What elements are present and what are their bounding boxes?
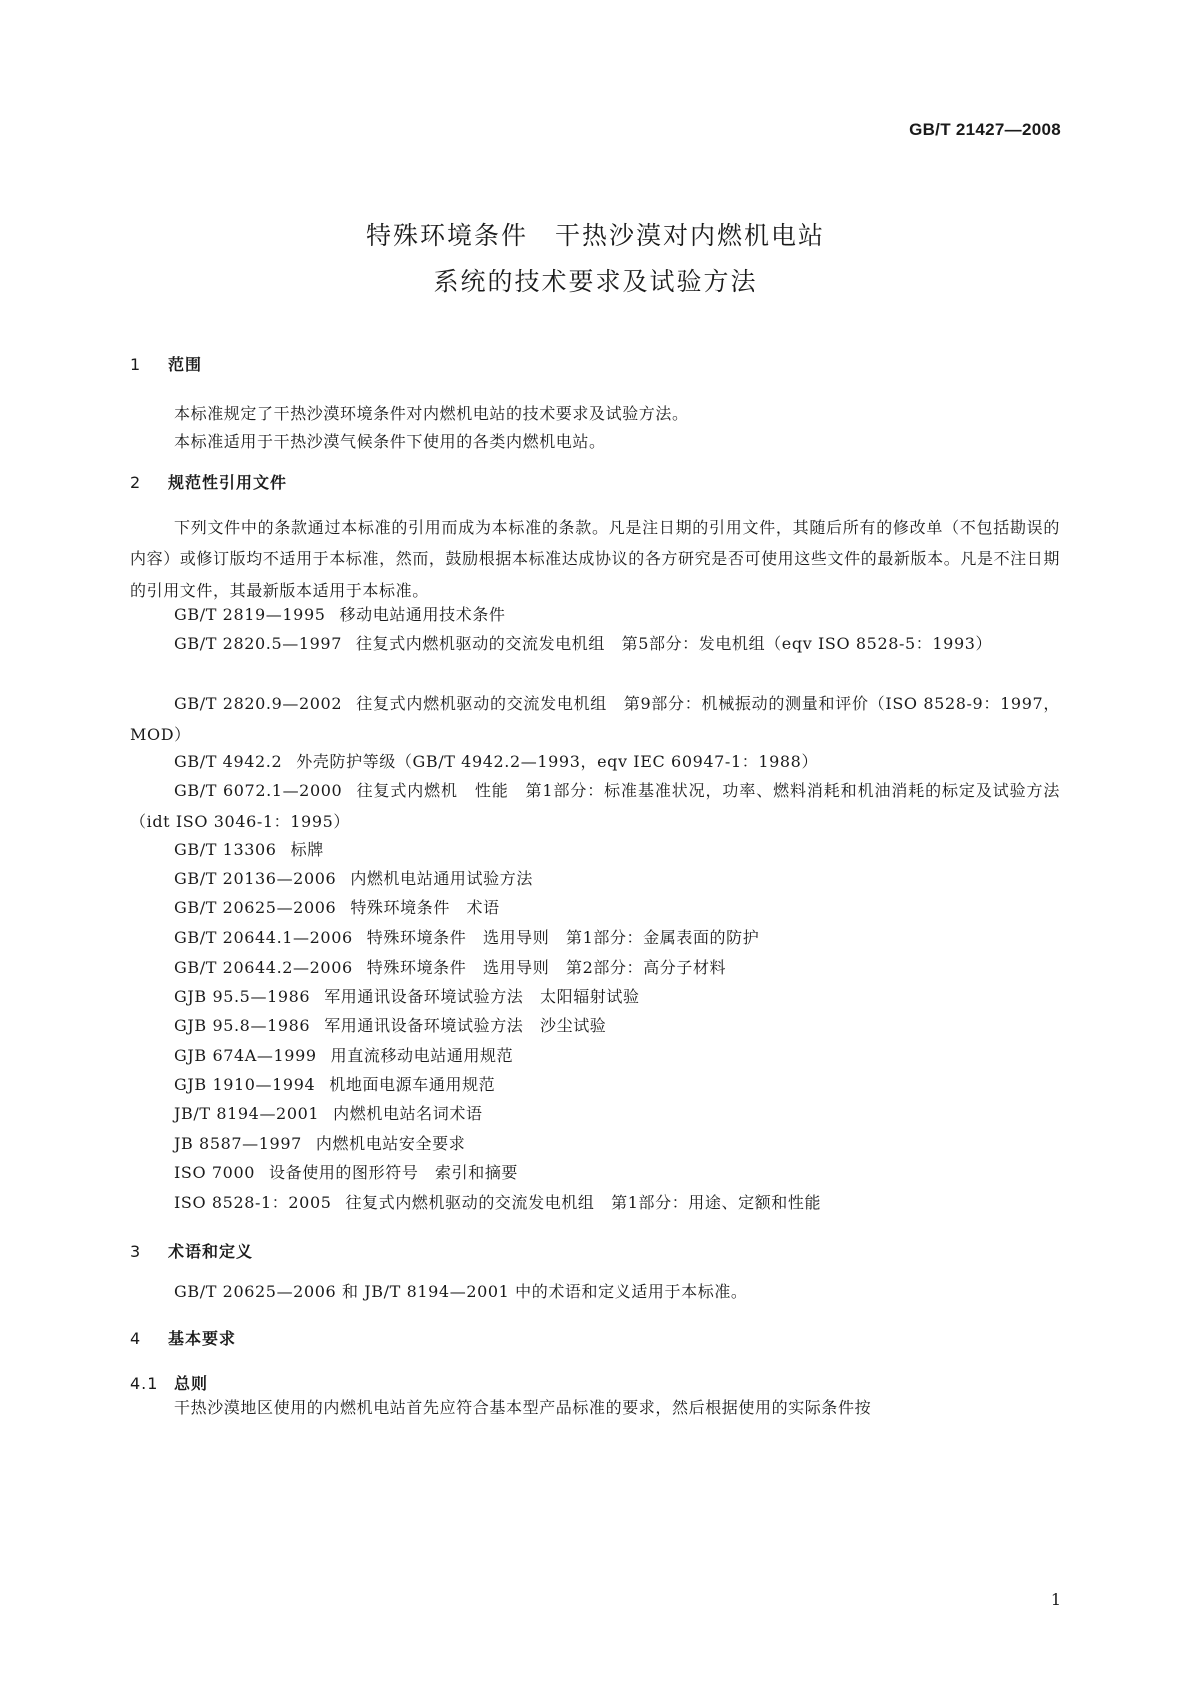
- reference-item: [174, 898, 500, 918]
- reference-code: GB/T 20136—2006: [174, 869, 337, 888]
- reference-item: [174, 958, 726, 978]
- reference-item: [174, 869, 533, 889]
- section-heading-normative-references: [130, 470, 287, 493]
- document-title-line1: 特殊环境条件 干热沙漠对内燃机电站: [365, 221, 825, 250]
- section-title: 术语和定义: [168, 1242, 254, 1261]
- reference-title: 设备使用的图形符号 索引和摘要: [269, 1163, 519, 1182]
- section-number: 4.1: [130, 1374, 159, 1393]
- reference-item: [130, 628, 1060, 659]
- reference-title: 特殊环境条件 选用导则 第1部分：金属表面的防护: [366, 928, 760, 947]
- reference-code: GB/T 20625—2006: [174, 898, 337, 917]
- reference-code: GJB 95.8—1986: [174, 1016, 311, 1035]
- reference-title: 往复式内燃机 性能 第1部分：标准基准状况，功率、燃料消耗和机油消耗的标定及试验方法（idt ISO 3046-1：1995）: [130, 781, 1060, 832]
- reference-item: [130, 688, 1060, 751]
- paragraph: 下列文件中的条款通过本标准的引用而成为本标准的条款。凡是注日期的引用文件，其随后所有的修改单（不包括勘误的内容）或修订版均不适用于本标准，然而，鼓励根据本标准达成协议的各方研究是否可使用这些文件的最新版本。凡是不注日期的引用文件，其最新版本适用于本标准。: [130, 518, 1060, 600]
- paragraph: 本标准适用于干热沙漠气候条件下使用的各类内燃机电站。: [174, 432, 606, 451]
- reference-item: [130, 775, 1060, 838]
- reference-code: GB/T 2820.5—1997: [174, 634, 342, 653]
- paragraph: 干热沙漠地区使用的内燃机电站首先应符合基本型产品标准的要求，然后根据使用的实际条件按: [174, 1398, 872, 1417]
- reference-title: 用直流移动电站通用规范: [330, 1046, 514, 1065]
- reference-item: [174, 1046, 513, 1066]
- reference-code: JB/T 8194—2001: [174, 1104, 320, 1123]
- reference-title: 移动电站通用技术条件: [339, 605, 506, 624]
- reference-title: 特殊环境条件 术语: [350, 898, 500, 917]
- reference-code: GJB 95.5—1986: [174, 987, 311, 1006]
- section-heading-basic-requirements: [130, 1326, 236, 1349]
- reference-code: JB 8587—1997: [174, 1134, 302, 1153]
- section-title: 总则: [174, 1374, 209, 1393]
- reference-title: 机地面电源车通用规范: [329, 1075, 496, 1094]
- reference-item: [174, 1163, 518, 1183]
- reference-title: 往复式内燃机驱动的交流发电机组 第9部分：机械振动的测量和评价（ISO 8528-9：1997，MOD）: [130, 694, 1060, 745]
- reference-title: 往复式内燃机驱动的交流发电机组 第1部分：用途、定额和性能: [345, 1193, 822, 1212]
- reference-code: GB/T 6072.1—2000: [174, 781, 343, 800]
- reference-code: GJB 674A—1999: [174, 1046, 317, 1065]
- document-title-line2: 系统的技术要求及试验方法: [433, 267, 758, 296]
- section-heading-scope: [130, 352, 202, 375]
- reference-title: 内燃机电站安全要求: [315, 1134, 466, 1153]
- reference-title: 内燃机电站名词术语: [333, 1104, 483, 1123]
- section-number: 1: [130, 355, 142, 374]
- reference-title: 特殊环境条件 选用导则 第2部分：高分子材料: [366, 958, 727, 977]
- page-number: 1: [1050, 1590, 1061, 1609]
- section-heading-terms: [130, 1239, 253, 1262]
- reference-title: 标牌: [290, 840, 324, 859]
- reference-item: [174, 752, 818, 772]
- reference-item: [174, 605, 506, 625]
- reference-title: 内燃机电站通用试验方法: [350, 869, 533, 888]
- reference-title: 军用通讯设备环境试验方法 太阳辐射试验: [324, 987, 640, 1006]
- reference-item: [174, 1016, 606, 1036]
- reference-item: [174, 1193, 821, 1213]
- reference-item: [174, 1104, 483, 1124]
- paragraph: GB/T 20625—2006 和 JB/T 8194—2001 中的术语和定义适用于本标准。: [174, 1282, 748, 1301]
- section-title: 基本要求: [168, 1329, 237, 1348]
- reference-item: [174, 1075, 495, 1095]
- section-title: 规范性引用文件: [168, 473, 288, 492]
- reference-code: GB/T 20644.1—2006: [174, 928, 353, 947]
- reference-code: GB/T 13306: [174, 840, 277, 859]
- section-number: 2: [130, 473, 142, 492]
- reference-code: ISO 8528-1：2005: [174, 1193, 332, 1212]
- reference-code: GJB 1910—1994: [174, 1075, 316, 1094]
- reference-title: 外壳防护等级（GB/T 4942.2—1993，eqv IEC 60947-1：1988）: [296, 752, 819, 771]
- reference-item: [174, 928, 759, 948]
- section-title: 范围: [168, 355, 203, 374]
- reference-code: GB/T 4942.2: [174, 752, 283, 771]
- paragraph: 本标准规定了干热沙漠环境条件对内燃机电站的技术要求及试验方法。: [174, 404, 689, 423]
- reference-title: 军用通讯设备环境试验方法 沙尘试验: [324, 1016, 607, 1035]
- reference-code: GB/T 2819—1995: [174, 605, 326, 624]
- section-number: 4: [130, 1329, 142, 1348]
- reference-code: GB/T 2820.9—2002: [174, 694, 343, 713]
- reference-item: [174, 1134, 465, 1154]
- reference-code: GB/T 20644.2—2006: [174, 958, 353, 977]
- section-number: 3: [130, 1242, 142, 1261]
- subsection-heading-general: [130, 1371, 208, 1394]
- reference-item: [174, 987, 640, 1007]
- reference-code: ISO 7000: [174, 1163, 256, 1182]
- reference-title: 往复式内燃机驱动的交流发电机组 第5部分：发电机组（eqv ISO 8528-5：1993）: [356, 634, 993, 653]
- standard-number: GB/T 21427—2008: [909, 120, 1061, 139]
- reference-item: [174, 840, 324, 860]
